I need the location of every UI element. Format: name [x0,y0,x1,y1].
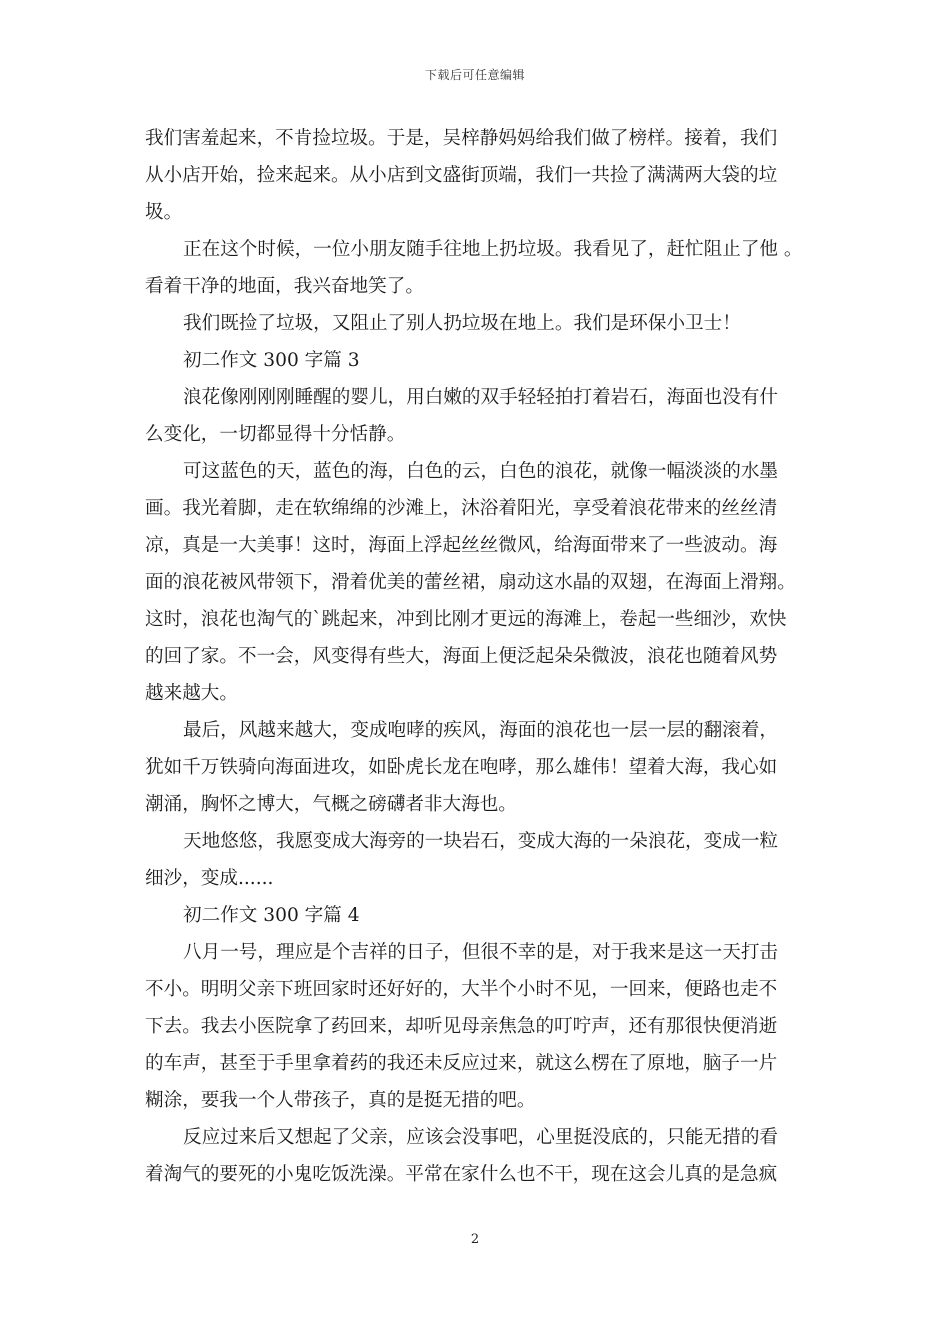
text-line: 看着干净的地面，我兴奋地笑了。 [145,276,424,297]
text-line: 的车声，甚至于手里拿着药的我还未反应过来，就这么楞在了原地，脑子一片 [145,1053,778,1074]
text-line: 初二作文 300 字篇 3 [183,350,360,371]
text-line: 的回了家。不一会，风变得有些大，海面上便泛起朵朵微波，浪花也随着风势 [145,646,778,667]
text-line: 糊涂，要我一个人带孩子，真的是挺无措的吧。 [145,1090,536,1111]
text-line: 天地悠悠，我愿变成大海旁的一块岩石，变成大海的一朵浪花，变成一粒 [183,831,779,852]
text-line: 初二作文 300 字篇 4 [183,905,360,926]
text-line: 画。我光着脚，走在软绵绵的沙滩上，沐浴着阳光，享受着浪花带来的丝丝清 [145,498,778,519]
text-line: 细沙，变成...... [145,868,274,889]
text-line: 反应过来后又想起了父亲，应该会没事吧，心里挺没底的，只能无措的看 [183,1127,779,1148]
text-line: 犹如千万铁骑向海面进攻，如卧虎长龙在咆哮，那么雄伟！望着大海，我心如 [145,757,778,778]
text-line: 我们既捡了垃圾，又阻止了别人扔垃圾在地上。我们是环保小卫士！ [183,313,741,334]
text-line: 八月一号，理应是个吉祥的日子，但很不幸的是，对于我来是这一天打击 [183,942,779,963]
text-line: 这时，浪花也淘气的`跳起来，冲到比刚才更远的海滩上，卷起一些细沙，欢快 [145,609,787,630]
text-line: 浪花像刚刚刚睡醒的婴儿，用白嫩的双手轻轻拍打着岩石，海面也没有什 [183,387,779,408]
text-line: 下去。我去小医院拿了药回来，却听见母亲焦急的叮咛声，还有那很快便消逝 [145,1016,778,1037]
text-line: 越来越大。 [145,683,238,704]
page-number: 2 [470,1232,480,1247]
text-line: 面的浪花被风带领下，滑着优美的蕾丝裙，扇动这水晶的双翅，在海面上滑翔。 [145,572,796,593]
text-line: 正在这个时候，一位小朋友随手往地上扔垃圾。我看见了，赶忙阻止了他 。 [183,239,803,260]
text-line: 从小店开始，捡来起来。从小店到文盛街顶端，我们一共捡了满满两大袋的垃 [145,165,778,186]
document-body [145,120,813,1193]
text-line: 凉，真是一大美事！这时，海面上浮起丝丝微风，给海面带来了一些波动。海 [145,535,778,556]
text-line: 我们害羞起来，不肯捡垃圾。于是，吴梓静妈妈给我们做了榜样。接着，我们 [145,128,778,149]
text-line: 可这蓝色的天，蓝色的海，白色的云，白色的浪花，就像一幅淡淡的水墨 [183,461,779,482]
text-line: 潮涌，胸怀之博大，气概之磅礴者非大海也。 [145,794,517,815]
text-line: 最后，风越来越大，变成咆哮的疾风，海面的浪花也一层一层的翻滚着， [183,720,779,741]
text-line: 着淘气的要死的小鬼吃饭洗澡。平常在家什么也不干，现在这会儿真的是急疯 [145,1164,778,1185]
text-line: 圾。 [145,202,183,223]
text-line: 么变化，一切都显得十分恬静。 [145,424,406,445]
text-line: 不小。明明父亲下班回家时还好好的，大半个小时不见，一回来，便路也走不 [145,979,778,1000]
page-header: 下载后可任意编辑 [424,68,525,82]
